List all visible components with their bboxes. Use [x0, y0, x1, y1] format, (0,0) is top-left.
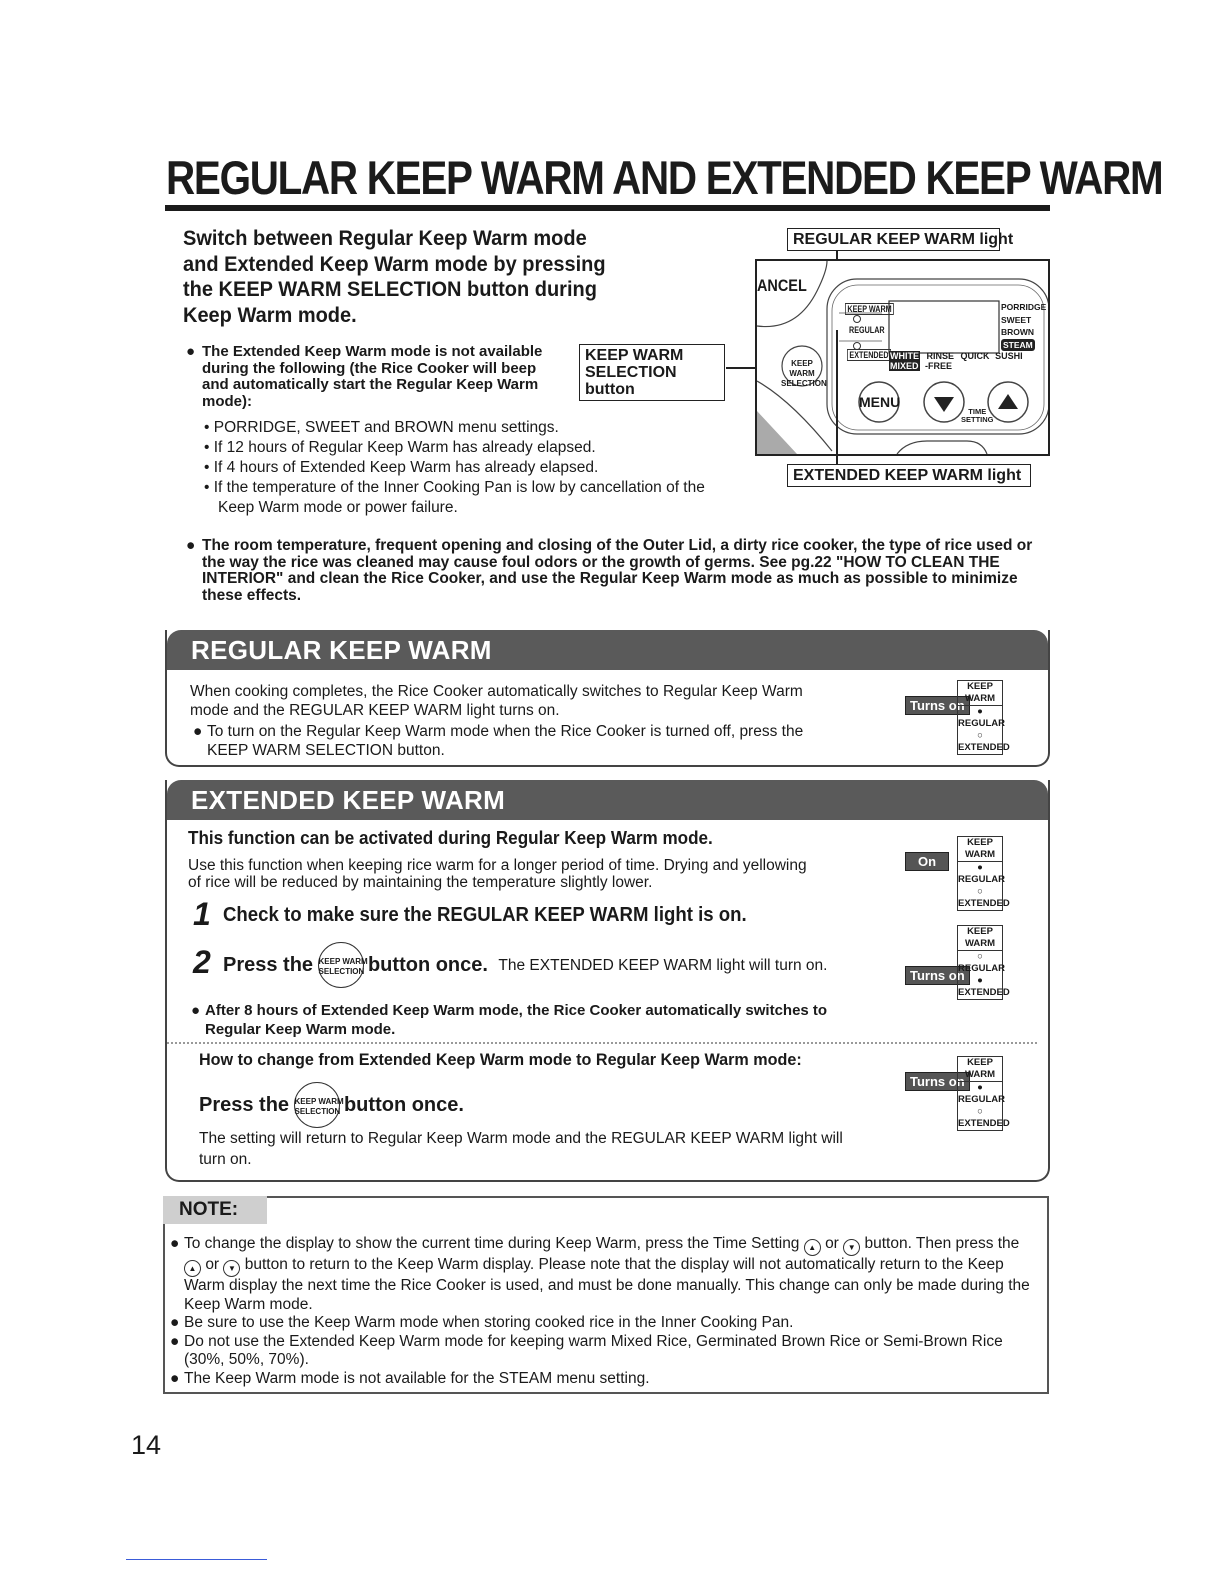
keep-warm-selection-icon: KEEP WARM SELECTION: [294, 1082, 340, 1128]
page-number: 14: [131, 1430, 162, 1460]
callout-selection-button: KEEP WARM SELECTION button: [579, 344, 725, 401]
callout-extended-light: EXTENDED KEEP WARM light: [787, 464, 1031, 487]
list-item: • If the temperature of the Inner Cooking Pan is low by cancellation of the Keep Warm mode or power failure.: [204, 479, 705, 516]
list-item: • PORRIDGE, SWEET and BROWN menu settings.: [204, 419, 559, 436]
extended-keep-warm-section: [165, 780, 1050, 1182]
callout-leader: [836, 330, 838, 466]
title-rule: [165, 205, 1050, 211]
extended-text: Use this function when keeping rice warm for a longer period of time. Drying and yellowing of rice will be reduced by maintaining the temperature slightly lower.: [188, 857, 807, 891]
list-item: ● Be sure to use the Keep Warm mode when storing cooked rice in the Inner Cooking Pan.: [170, 1314, 794, 1331]
dotted-divider: [167, 1042, 1037, 1044]
regular-label: REGULAR: [849, 325, 885, 335]
list-item: • If 12 hours of Regular Keep Warm has already elapsed.: [204, 439, 596, 456]
list-item: • If 4 hours of Extended Keep Warm has already elapsed.: [204, 459, 599, 476]
step-1-text: Check to make sure the REGULAR KEEP WARM light is on.: [223, 904, 747, 926]
cancel-label: ANCEL: [757, 276, 807, 295]
step-1-number: 1: [193, 896, 211, 932]
note-label: NOTE:: [163, 1196, 267, 1224]
page-title: REGULAR KEEP WARM AND EXTENDED KEEP WARM: [166, 151, 1163, 204]
indicator-diagram: KEEP WARM ● REGULAR ○ EXTENDED: [958, 1057, 1010, 1129]
turns-on-badge: Turns on: [905, 1072, 970, 1091]
press-button-row: Press the KEEP WARM SELECTION button once.: [199, 1082, 464, 1128]
keep-warm-selection-icon: KEEP WARM SELECTION: [318, 942, 364, 988]
after-8-hours-note: ● After 8 hours of Extended Keep Warm mode, the Rice Cooker automatically switches to Regular Keep Warm mode.: [191, 1002, 828, 1038]
on-badge: On: [905, 852, 949, 871]
keep-warm-label: KEEP WARM: [845, 303, 894, 315]
list-item: ● The Keep Warm mode is not available for the STEAM menu setting.: [170, 1369, 650, 1387]
step-2-row: Press the KEEP WARM SELECTION button once. The EXTENDED KEEP WARM light will turn on.: [223, 942, 827, 988]
room-temperature-note: ● The room temperature, frequent opening and closing of the Outer Lid, a dirty rice cooker, the type of rice used or the way the rice was cleaned may cause foul odors or the growth of germs. See pg.22 "HOW TO CLEAN THE INTERIOR" and clean the Rice Cooker, and use the Regular Keep Warm mode as much as possible to minimize these effects.: [186, 537, 1033, 604]
step-2-number: 2: [193, 944, 211, 980]
regular-bullet: ● To turn on the Regular Keep Warm mode when the Rice Cooker is turned off, press the KEEP WARM SELECTION button.: [193, 723, 804, 759]
up-arrow-icon: ▲: [804, 1239, 821, 1256]
regular-section-heading: REGULAR KEEP WARM: [167, 630, 1048, 670]
extended-subhead: This function can be activated during Regular Keep Warm mode.: [188, 828, 713, 848]
how-to-change-heading: How to change from Extended Keep Warm mode to Regular Keep Warm mode:: [199, 1050, 802, 1069]
indicator-diagram: KEEP WARM ● REGULAR ○ EXTENDED: [958, 837, 1010, 909]
unavailable-intro: ● The Extended Keep Warm mode is not available during the following (the Rice Cooker will beep and automatically start the Regular Keep Warm mode):: [186, 343, 543, 410]
time-setting-label: TIME SETTING: [961, 407, 994, 424]
indicator-diagram: KEEP WARM ○ REGULAR ● EXTENDED: [958, 926, 1010, 998]
menu-list: PORRIDGE SWEET BROWN STEAM: [1001, 302, 1047, 350]
down-arrow-icon: ▼: [223, 1260, 240, 1277]
indicator-diagram: KEEP WARM ● REGULAR ○ EXTENDED: [958, 681, 1010, 753]
extended-label: EXTENDED: [847, 349, 891, 361]
keep-warm-selection-button[interactable]: KEEP WARM SELECTION: [781, 359, 827, 388]
menu-row: WHITE RINSE QUICK SUSHI MIXED -FREE: [890, 351, 1023, 371]
regular-text: When cooking completes, the Rice Cooker automatically switches to Regular Keep Warm mode and the REGULAR KEEP WARM light turns on.: [190, 683, 803, 719]
down-arrow-icon: ▼: [843, 1239, 860, 1256]
note-list: [170, 1235, 1032, 1388]
list-item: ● Do not use the Extended Keep Warm mode for keeping warm Mixed Rice, Germinated Brown Rice or Semi-Brown Rice (30%, 50%, 70%).: [170, 1332, 1003, 1368]
turns-on-badge: Turns on: [905, 696, 970, 715]
intro-text: Switch between Regular Keep Warm mode and Extended Keep Warm mode by pressing the KEEP WARM SELECTION button during Keep Warm mode.: [183, 226, 606, 327]
extended-section-heading: EXTENDED KEEP WARM: [167, 780, 1048, 820]
list-item: ● To change the display to show the current time during Keep Warm, press the Time Setting ▲ or ▼ button. Then press the ▲ or ▼ button to return to the Keep Warm display. Please note that the display will not automatically return to the Keep Warm display the next time the Rice Cooker is used, and must be done manually. This change can only be made during the Keep Warm mode.: [170, 1235, 1030, 1313]
return-text: The setting will return to Regular Keep Warm mode and the REGULAR KEEP WARM light will turn on.: [199, 1130, 843, 1168]
regular-keep-warm-section: [165, 630, 1050, 767]
menu-button[interactable]: MENU: [859, 394, 901, 410]
callout-regular-light: REGULAR KEEP WARM light: [787, 228, 1000, 251]
footer-rule: [126, 1559, 267, 1560]
unavailable-list: [204, 418, 724, 518]
turns-on-badge: Turns on: [905, 966, 970, 985]
control-panel-illustration: [755, 259, 1050, 456]
up-arrow-icon: ▲: [184, 1260, 201, 1277]
